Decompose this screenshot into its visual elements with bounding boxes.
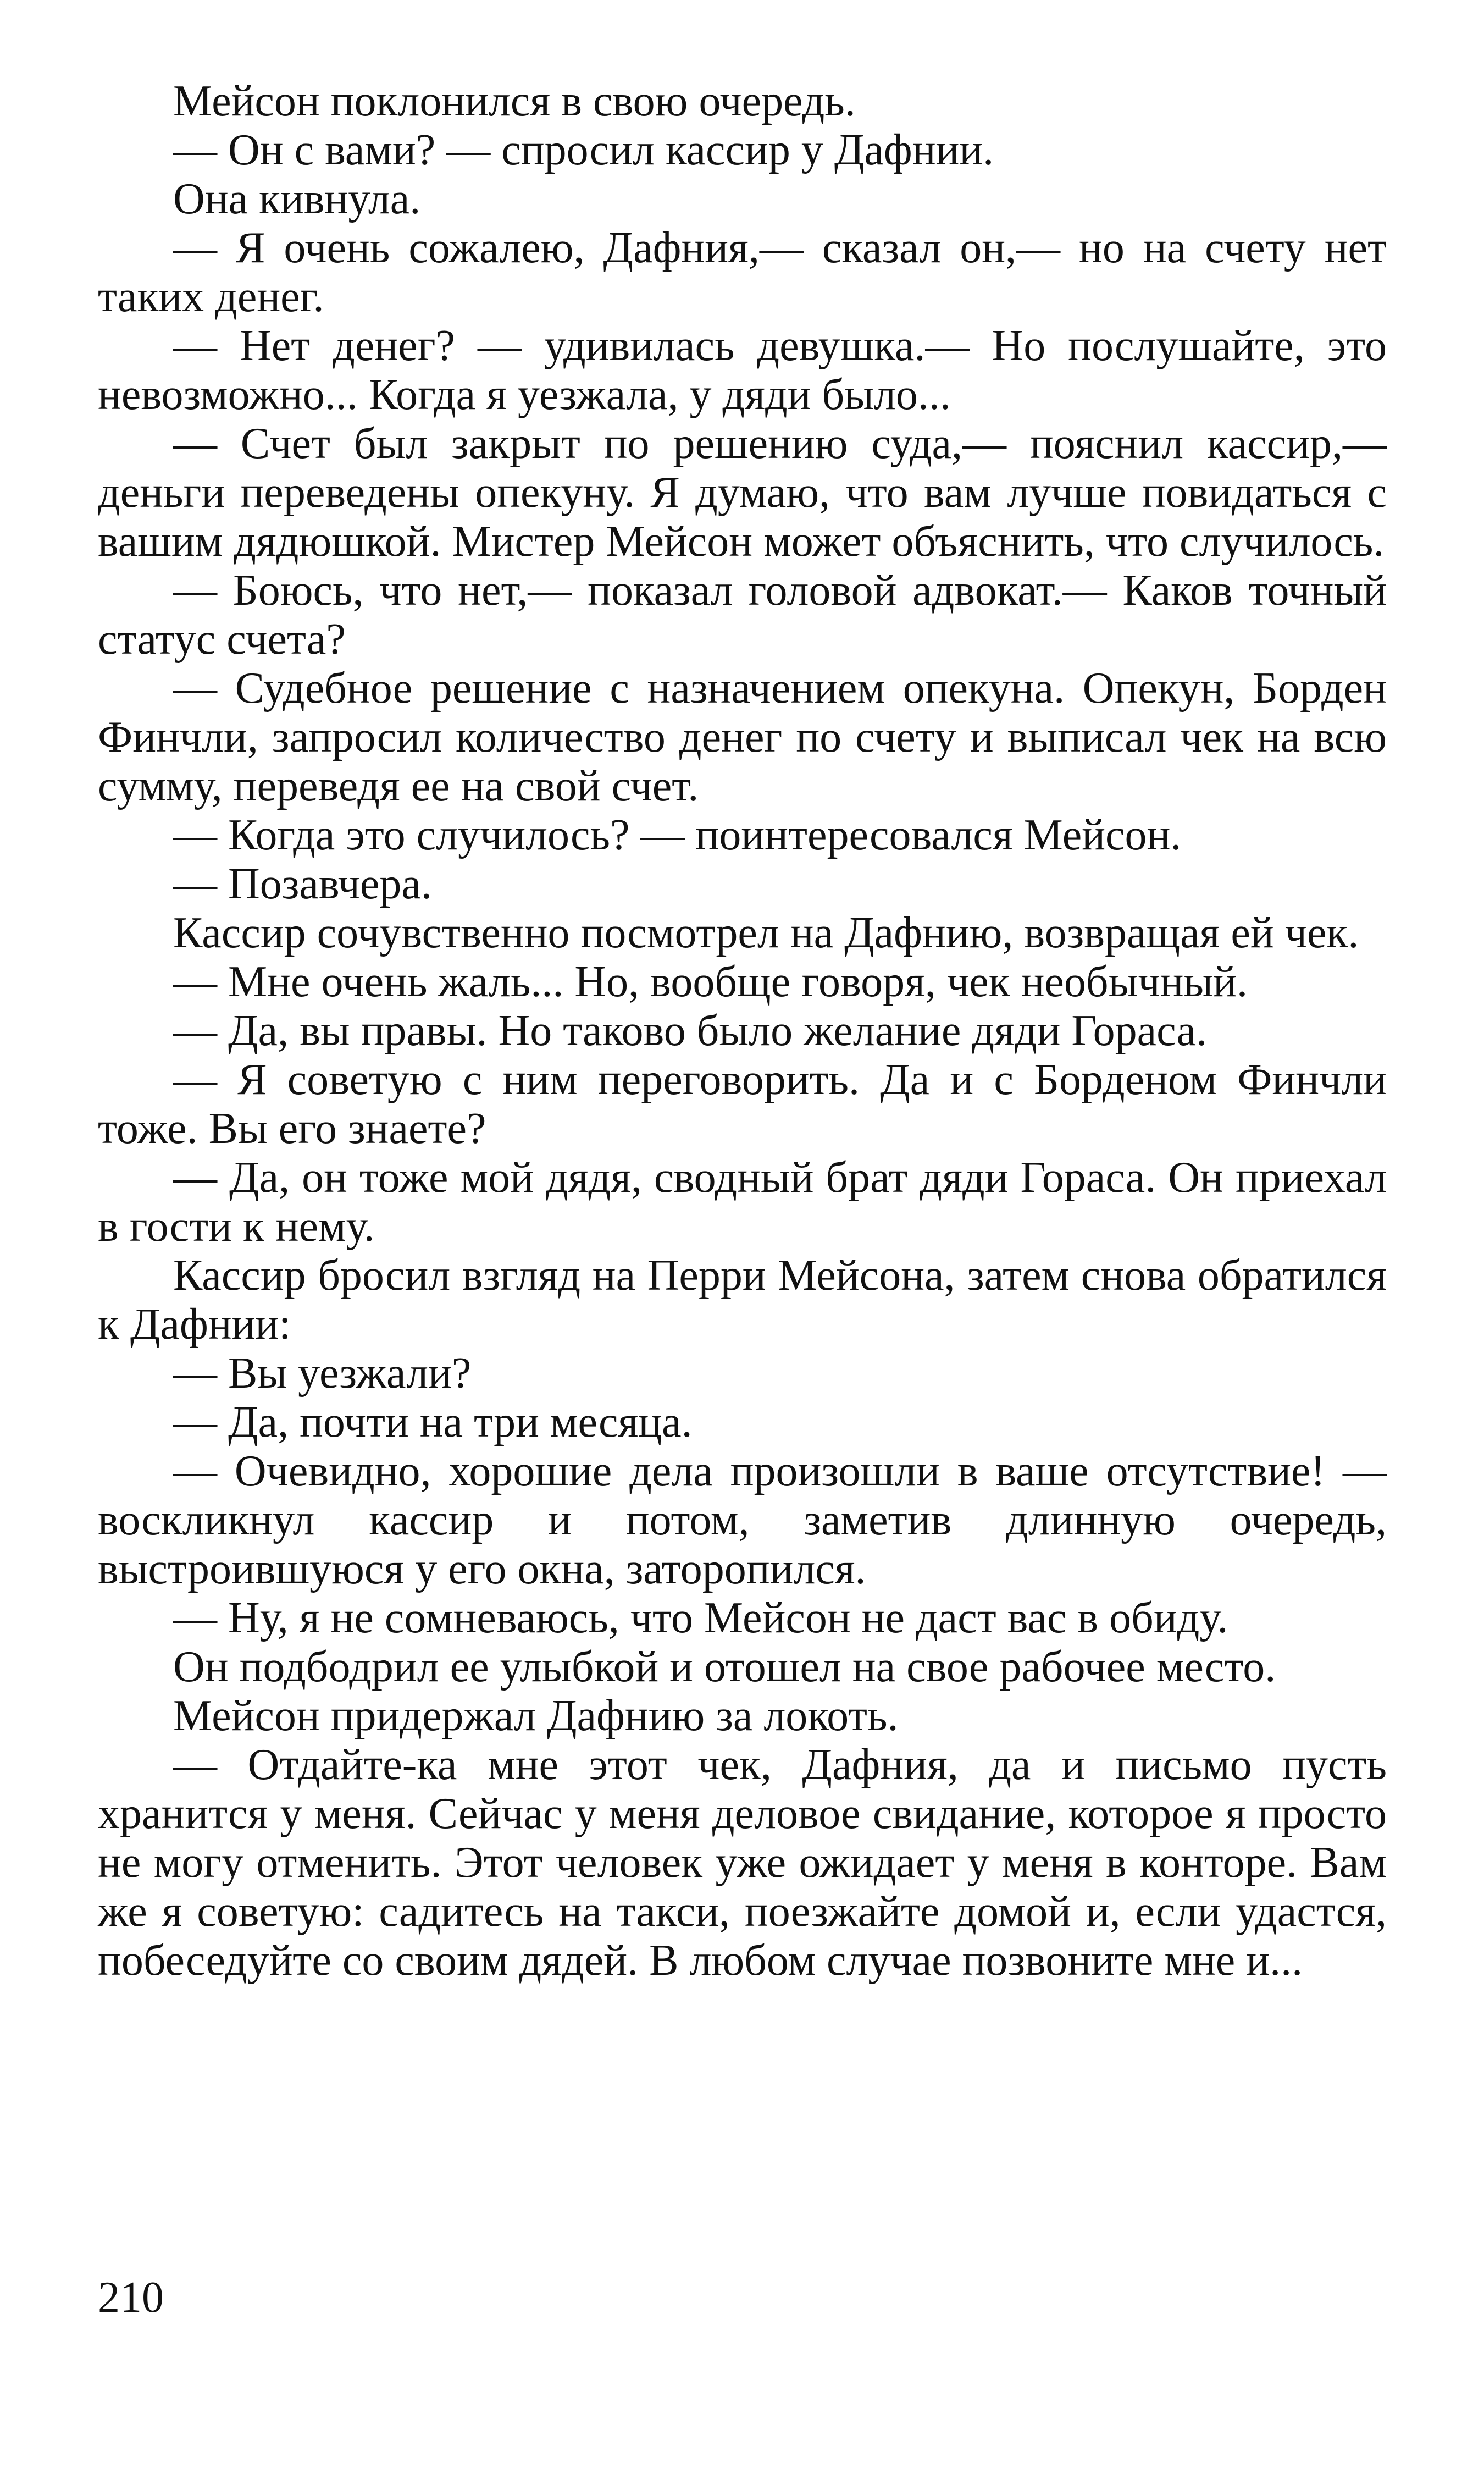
paragraph: — Счет был закрыт по решению суда,— пояснил кассир,— деньги переведены опекуну. Я думаю, что вам лучше повидаться с вашим дядюшкой. Мистер Мейсон может объяснить, что случилось. [98, 419, 1387, 566]
paragraph: — Вы уезжали? [173, 1349, 472, 1398]
paragraph: — Мне очень жаль... Но, вообще говоря, чек необычный. [173, 958, 1248, 1006]
paragraph: — Нет денег? — удивилась девушка.— Но послушайте, это невозможно... Когда я уезжала, у дяди было... [98, 322, 1387, 419]
paragraph: Он подбодрил ее улыбкой и отошел на свое рабочее место. [173, 1643, 1276, 1691]
paragraph: — Судебное решение с назначением опекуна. Опекун, Борден Финчли, запросил количество денег по счету и выписал чек на всю сумму, переведя ее на свой счет. [98, 664, 1387, 810]
paragraph: — Когда это случилось? — поинтересовался Мейсон. [173, 811, 1182, 859]
paragraph: Кассир бросил взгляд на Перри Мейсона, затем снова обратился к Дафнии: [98, 1251, 1387, 1349]
paragraph: — Да, вы правы. Но таково было желание дяди Гораса. [173, 1007, 1208, 1055]
paragraph: — Боюсь, что нет,— показал головой адвокат.— Каков точный статус счета? [98, 566, 1387, 664]
paragraph: — Позавчера. [173, 860, 432, 908]
paragraph: — Я очень сожалею, Дафния,— сказал он,— но на счету нет таких денег. [98, 224, 1387, 321]
paragraph: — Отдайте-ка мне этот чек, Дафния, да и письмо пусть хранится у меня. Сейчас у меня деловое свидание, которое я просто не могу отменить. Этот человек уже ожидает у меня в конторе. Вам же я советую: садитесь на такси, поезжайте домой и, если удастся, побеседуйте со своим дядей. В любом случае позвоните мне и... [98, 1741, 1387, 1985]
paragraph: — Ну, я не сомневаюсь, что Мейсон не даст вас в обиду. [173, 1594, 1228, 1642]
page-body [98, 77, 1387, 1985]
paragraph: Мейсон поклонился в свою очередь. [173, 77, 856, 125]
paragraph: — Он с вами? — спросил кассир у Дафнии. [173, 126, 994, 174]
paragraph: Она кивнула. [173, 175, 421, 223]
paragraph: — Я советую с ним переговорить. Да и с Борденом Финчли тоже. Вы его знаете? [98, 1056, 1387, 1153]
paragraph: — Очевидно, хорошие дела произошли в ваше отсутствие! — воскликнул кассир и потом, заметив длинную очередь, выстроившуюся у его окна, заторопился. [98, 1447, 1387, 1593]
paragraph: Мейсон придержал Дафнию за локоть. [173, 1692, 899, 1740]
page-number: 210 [98, 2273, 164, 2322]
paragraph: — Да, он тоже мой дядя, сводный брат дяди Гораса. Он приехал в гости к нему. [98, 1153, 1387, 1251]
paragraph: Кассир сочувственно посмотрел на Дафнию, возвращая ей чек. [173, 909, 1359, 957]
paragraph: — Да, почти на три месяца. [173, 1398, 693, 1446]
